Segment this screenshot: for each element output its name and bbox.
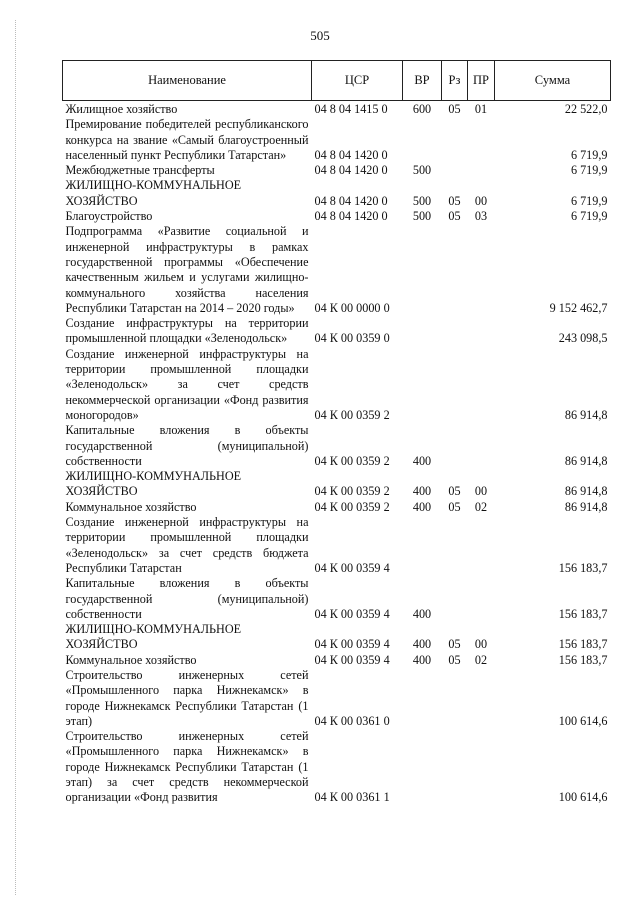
cell-vr	[403, 729, 442, 805]
header-row	[63, 61, 611, 101]
cell-csr: 04 К 00 0359 2	[314, 453, 390, 468]
cell-csr: 04 8 04 1420 0	[314, 193, 388, 208]
cell-csr: 04 К 00 0361 0	[314, 713, 390, 728]
cell-vr: 600	[412, 102, 432, 116]
cell-csr: 04 К 00 0359 2	[314, 407, 390, 422]
cell-vr	[403, 515, 442, 576]
cell-vr: 500	[412, 163, 432, 178]
cell-pr	[468, 576, 495, 622]
cell-vr: 400	[412, 484, 432, 499]
cell-name: Капитальные вложения в объекты государственной (муниципальной) собственности	[65, 423, 309, 468]
cell-csr: 04 К 00 0359 4	[314, 637, 390, 652]
cell-rz	[442, 576, 468, 622]
cell-name: Создание инфраструктуры на территории промышленной площадки «Зеленодольск»	[65, 316, 309, 346]
cell-rz	[442, 117, 468, 163]
cell-rz	[442, 347, 468, 423]
cell-sum: 9 152 462,7	[549, 300, 608, 315]
cell-rz	[442, 668, 468, 729]
cell-pr: 00	[474, 637, 488, 652]
cell-pr	[468, 423, 495, 469]
cell-rz: 05	[448, 499, 461, 514]
cell-csr: 04 К 00 0359 2	[314, 484, 390, 499]
cell-rz	[442, 515, 468, 576]
header-sum: Сумма	[495, 61, 611, 101]
cell-pr	[468, 729, 495, 805]
cell-sum: 22 522,0	[564, 102, 608, 116]
cell-vr	[403, 347, 442, 423]
table-row	[63, 101, 611, 118]
table-row	[63, 469, 611, 500]
cell-sum: 100 614,6	[558, 790, 608, 805]
table-row	[63, 668, 611, 729]
cell-sum: 156 183,7	[558, 652, 608, 667]
cell-vr	[403, 117, 442, 163]
cell-sum: 243 098,5	[558, 331, 608, 346]
cell-csr: 04 К 00 0359 4	[314, 652, 390, 667]
cell-vr: 400	[412, 652, 432, 667]
cell-name: Премирование победителей республиканского конкурса на звание «Самый благоустроенный населенный пункт Республики Татарстан»	[65, 117, 309, 162]
table-row	[63, 117, 611, 163]
cell-csr: 04 К 00 0359 0	[314, 331, 390, 346]
cell-sum: 6 719,9	[570, 163, 608, 178]
cell-rz: 05	[448, 102, 461, 116]
cell-pr	[468, 224, 495, 316]
cell-csr: 04 К 00 0000 0	[314, 300, 390, 315]
cell-vr: 400	[412, 499, 432, 514]
cell-pr	[468, 668, 495, 729]
cell-name: Коммунальное хозяйство	[65, 499, 197, 514]
cell-csr: 04 К 00 0361 1	[314, 790, 390, 805]
table-row	[63, 316, 611, 347]
cell-csr: 04 8 04 1420 0	[314, 163, 388, 178]
cell-pr: 01	[474, 102, 488, 116]
cell-pr: 02	[474, 652, 488, 667]
cell-rz: 05	[448, 637, 461, 652]
cell-pr: 02	[474, 499, 488, 514]
table-row	[63, 653, 611, 668]
cell-pr	[468, 515, 495, 576]
table-row	[63, 209, 611, 224]
cell-vr: 500	[412, 209, 432, 224]
cell-name: Строительство инженерных сетей «Промышленного парка Нижнекамск» в городе Нижнекамск Республики Татарстан (1 этап)	[65, 667, 309, 728]
cell-sum: 156 183,7	[558, 637, 608, 652]
cell-name: ЖИЛИЩНО-КОММУНАЛЬНОЕ ХОЗЯЙСТВО	[65, 178, 242, 208]
cell-sum: 100 614,6	[558, 713, 608, 728]
cell-sum: 6 719,9	[570, 147, 608, 162]
table-row	[63, 515, 611, 576]
header-pr: ПР	[468, 61, 495, 101]
table-row	[63, 347, 611, 423]
cell-pr	[468, 117, 495, 163]
cell-rz	[442, 163, 468, 178]
table-row	[63, 622, 611, 653]
cell-rz	[442, 316, 468, 347]
cell-csr: 04 К 00 0359 2	[314, 499, 390, 514]
cell-name: Жилищное хозяйство	[65, 102, 178, 116]
cell-sum: 156 183,7	[558, 606, 608, 621]
cell-vr: 400	[412, 453, 432, 468]
header-rz: Рз	[442, 61, 468, 101]
table-row	[63, 178, 611, 209]
cell-name: Строительство инженерных сетей «Промышленного парка Нижнекамск» в городе Нижнекамск Республики Татарстан (1 этап) за счет средств некоммерческой организации «Фонд развития	[65, 729, 309, 805]
cell-vr	[403, 316, 442, 347]
table-row	[63, 576, 611, 622]
cell-csr: 04 8 04 1420 0	[314, 147, 388, 162]
cell-name: Капитальные вложения в объекты государственной (муниципальной) собственности	[65, 576, 309, 621]
cell-rz	[442, 224, 468, 316]
cell-pr	[468, 316, 495, 347]
cell-rz: 05	[448, 652, 461, 667]
cell-sum: 6 719,9	[570, 193, 608, 208]
page-number: 505	[310, 28, 330, 43]
cell-csr: 04 К 00 0359 4	[314, 560, 390, 575]
cell-sum: 86 914,8	[564, 407, 608, 422]
cell-name: Создание инженерной инфраструктуры на территории промышленной площадки «Зеленодольск» за счет средств бюджета Республики Татарстан	[65, 515, 309, 575]
table-row	[63, 729, 611, 805]
cell-name: Создание инженерной инфраструктуры на территории промышленной площадки «Зеленодольск» за счет средств некоммерческой организации «Фонд развития моногородов»	[65, 346, 309, 422]
cell-sum: 156 183,7	[558, 560, 608, 575]
cell-pr: 00	[474, 193, 488, 208]
cell-csr: 04 8 04 1420 0	[314, 209, 388, 224]
cell-vr: 500	[412, 193, 432, 208]
cell-name: ЖИЛИЩНО-КОММУНАЛЬНОЕ ХОЗЯЙСТВО	[65, 622, 242, 652]
cell-vr	[403, 668, 442, 729]
table-row	[63, 423, 611, 469]
cell-rz	[442, 729, 468, 805]
cell-sum: 86 914,8	[564, 453, 608, 468]
budget-table	[62, 60, 611, 806]
cell-pr	[468, 347, 495, 423]
cell-sum: 86 914,8	[564, 484, 608, 499]
cell-name: Коммунальное хозяйство	[65, 652, 197, 667]
cell-sum: 86 914,8	[564, 499, 608, 514]
cell-pr	[468, 163, 495, 178]
cell-rz: 05	[448, 209, 461, 224]
cell-rz: 05	[448, 193, 461, 208]
cell-name: Межбюджетные трансферты	[65, 163, 215, 178]
header-csr: ЦСР	[312, 61, 403, 101]
cell-sum: 6 719,9	[570, 209, 608, 224]
table-header	[63, 61, 611, 101]
header-name: Наименование	[63, 61, 312, 101]
cell-pr: 03	[474, 209, 488, 224]
table-row	[63, 224, 611, 316]
cell-vr: 400	[412, 606, 432, 621]
cell-vr	[403, 224, 442, 316]
table-row	[63, 500, 611, 515]
cell-vr: 400	[412, 637, 432, 652]
cell-csr: 04 8 04 1415 0	[314, 102, 388, 116]
cell-name: ЖИЛИЩНО-КОММУНАЛЬНОЕ ХОЗЯЙСТВО	[65, 469, 242, 499]
cell-csr: 04 К 00 0359 4	[314, 606, 390, 621]
cell-name: Подпрограмма «Развитие социальной и инженерной инфраструктуры в рамках государственной программы «Обеспечение качественным жильем и услугами жилищно-коммунального хозяйства населения Республики Татарстан на 2014 – 2020 годы»	[65, 224, 309, 315]
table-row	[63, 163, 611, 178]
table-body	[63, 101, 611, 806]
cell-rz: 05	[448, 484, 461, 499]
scan-margin-line	[15, 20, 16, 895]
header-vr: ВР	[403, 61, 442, 101]
cell-pr: 00	[474, 484, 488, 499]
cell-name: Благоустройство	[65, 209, 153, 224]
cell-rz	[442, 423, 468, 469]
